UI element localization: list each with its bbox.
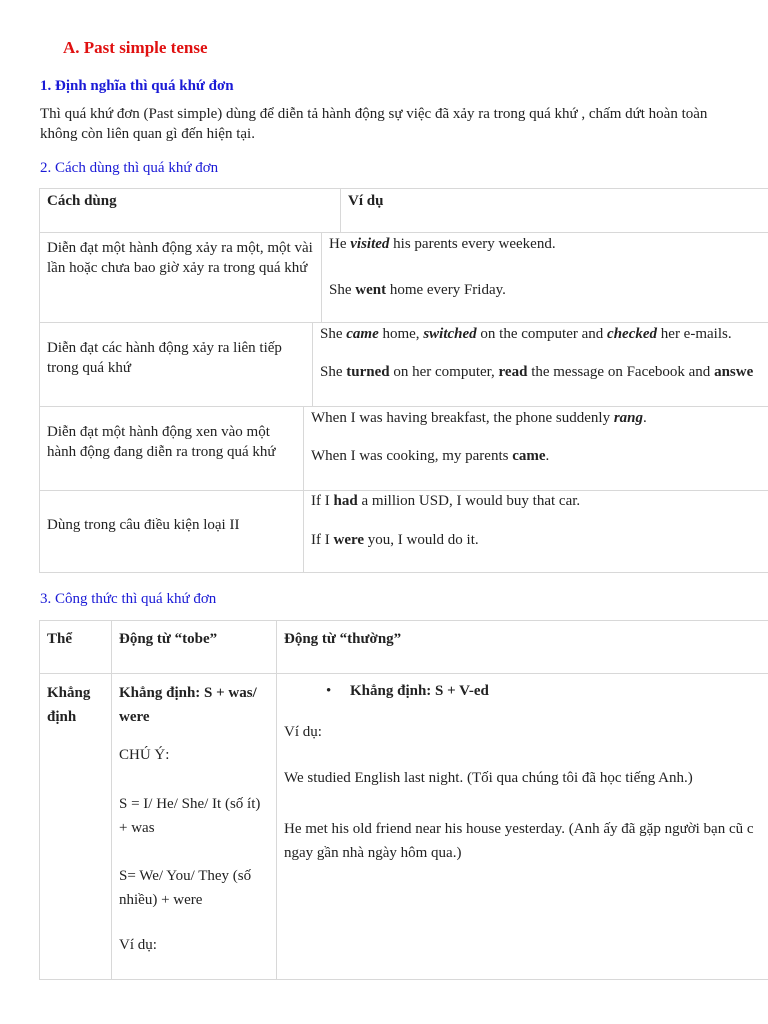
- example-sentence: When I was having breakfast, the phone suddenly rang.: [311, 410, 647, 426]
- example-sentence: She came home, switched on the computer and checked her e-mails.: [320, 326, 732, 342]
- section-heading-usage: 2. Cách dùng thì quá khứ đơn: [40, 160, 219, 176]
- tobe-rule-singular: S = I/ He/ She/ It (số ít) + was: [119, 796, 261, 836]
- tobe-example-label: Ví dụ:: [119, 937, 157, 953]
- section-heading-formula: 3. Công thức thì quá khứ đơn: [40, 591, 217, 607]
- usage-text: Diễn đạt một hành động xảy ra một, một vài lần hoặc chưa bao giờ xảy ra trong quá khứ: [47, 240, 313, 276]
- normal-example-2: He met his old friend near his house yesterday. (Anh ấy đã gặp người bạn cũ c ngay gần nhà ngày hôm qua.): [284, 821, 754, 861]
- example-sentence: When I was cooking, my parents came.: [311, 448, 550, 464]
- tobe-note: CHÚ Ý:: [119, 747, 170, 763]
- example-column-header: Ví dụ: [348, 193, 384, 209]
- example-sentence: If I were you, I would do it.: [311, 532, 479, 548]
- usage-text: Diễn đạt một hành động xen vào một hành động đang diễn ra trong quá khứ: [47, 424, 276, 460]
- usage-text: Dùng trong câu điều kiện loại II: [47, 517, 240, 533]
- page-title: A. Past simple tense: [63, 38, 208, 57]
- section-heading-definition: 1. Định nghĩa thì quá khứ đơn: [40, 78, 234, 94]
- bullet-icon: •: [326, 683, 332, 699]
- usage-column-header: Cách dùng: [47, 193, 117, 209]
- tobe-column-header: Động từ “tobe”: [119, 631, 218, 647]
- normal-verb-column-header: Động từ “thường”: [284, 631, 402, 647]
- normal-example-label: Ví dụ:: [284, 724, 322, 740]
- row-label-affirmative: Khẳng định: [47, 685, 91, 725]
- tobe-formula: Khẳng định: S + was/ were: [119, 685, 257, 725]
- normal-example-1: We studied English last night. (Tối qua chúng tôi đã học tiếng Anh.): [284, 770, 693, 786]
- example-sentence: She turned on her computer, read the message on Facebook and answe: [320, 364, 754, 380]
- example-sentence: If I had a million USD, I would buy that car.: [311, 493, 581, 509]
- usage-header-cell-2: [340, 188, 768, 233]
- form-column-header: Thể: [47, 631, 73, 647]
- usage-text: Diễn đạt các hành động xảy ra liên tiếp trong quá khứ: [47, 340, 282, 376]
- normal-verb-formula: Khẳng định: S + V-ed: [350, 683, 489, 699]
- definition-text: Thì quá khứ đơn (Past simple) dùng để diễn tả hành động sự việc đã xảy ra trong quá khứ , chấm dứt hoàn toàn không còn liên quan gì đến hiện tại.: [40, 106, 708, 142]
- example-sentence: She went home every Friday.: [329, 282, 506, 298]
- tobe-rule-plural: S= We/ You/ They (số nhiều) + were: [119, 868, 252, 908]
- example-sentence: He visited his parents every weekend.: [329, 236, 556, 252]
